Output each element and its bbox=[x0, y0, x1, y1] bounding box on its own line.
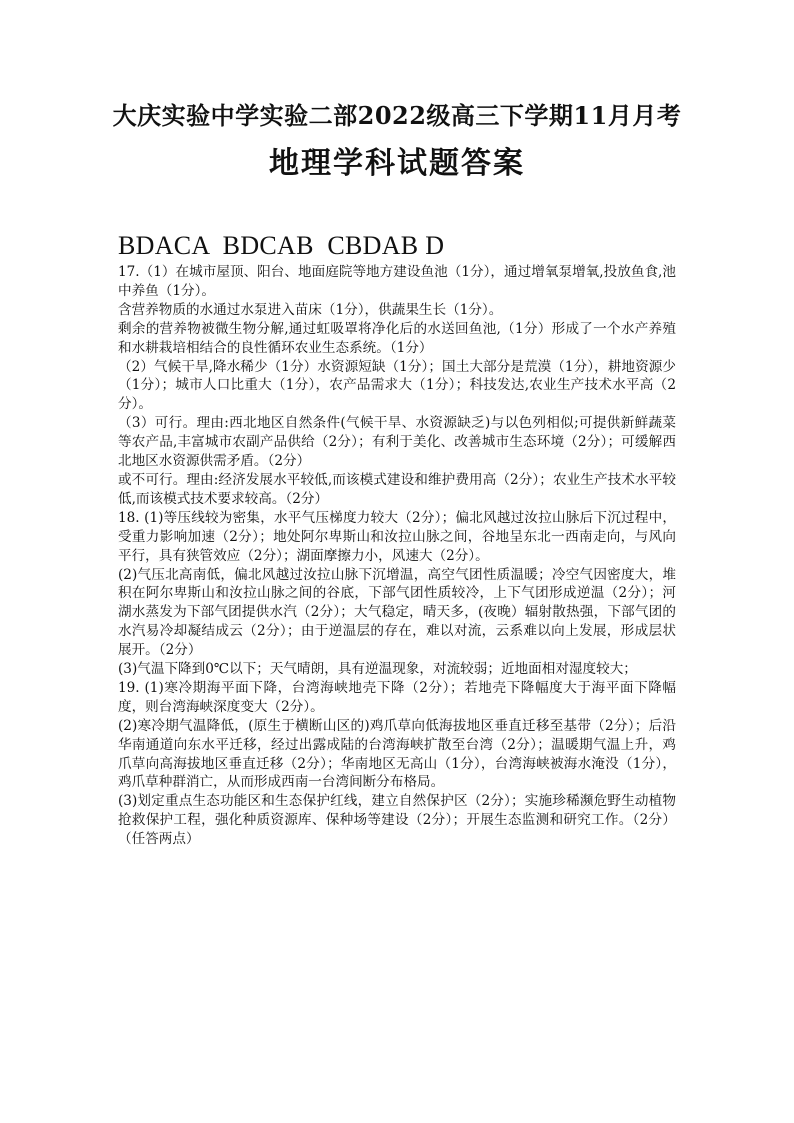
q17-part1-line2: 含营养物质的水通过水泵进入苗床（1分），供蔬果生长（1分）。 bbox=[118, 301, 503, 318]
document-title: 大庆实验中学实验二部2022级高三下学期11月月考 bbox=[112, 101, 682, 130]
answer-body bbox=[118, 263, 676, 849]
q19-part2: (2)寒冷期气温降低，(原生于横断山区的)鸡爪草向低海拔地区垂直迁移至基带（2分）；后沿华南通道向东水平迁移，经过出露成陆的台湾海峡扩散至台湾（2分）；温暖期气温上升，鸡爪草向高海拔地区垂直迁移（2分）；华南地区无高山（1分），台湾海峡被海水淹没（1分），鸡爪草种群消亡，从而形成西南一台湾间断分布格局。 bbox=[118, 717, 676, 791]
q18-part3: (3)气温下降到0℃以下；天气晴朗，具有逆温现象，对流较弱；近地面相对湿度较大； bbox=[118, 661, 637, 678]
q17-part3-infeasible: 或不可行。理由:经济发展水平较低,而该模式建设和维护费用高（2分）；农业生产技术水平较低,而该模式技术要求较高。（2分） bbox=[118, 471, 676, 507]
q18-part1: 18. (1)等压线较为密集，水平气压梯度力较大（2分）；偏北风越过汝拉山脉后下沉过程中，受重力影响加速（2分）；地处阿尔卑斯山和汝拉山脉之间，谷地呈东北一西南走向，与风向平行，具有狭管效应（2分）；湖面摩擦力小，风速大（2分）。 bbox=[118, 509, 676, 564]
q18-part2: (2)气压北高南低，偏北风越过汝拉山脉下沉增温，高空气团性质温暖；冷空气因密度大，堆积在阿尔卑斯山和汝拉山脉之间的谷底，下部气团性质较冷，上下气团形成逆温（2分）；河湖水蒸发为下部气团提供水汽（2分）；大气稳定，晴天多，(夜晚）辐射散热强，下部气团的水汽易冷却凝结成云（2分）；由于逆温层的存在，难以对流，云系难以向上发展，形成层状展开。（2分） bbox=[118, 566, 676, 659]
q19-part1: 19. (1)寒冷期海平面下降，台湾海峡地壳下降（2分）；若地壳下降幅度大于海平面下降幅度，则台湾海峡深度变大（2分）。 bbox=[118, 679, 676, 715]
document-subtitle: 地理学科试题答案 bbox=[269, 146, 525, 181]
q19-part3: (3)划定重点生态功能区和生态保护红线，建立自然保护区（2分）；实施珍稀濒危野生动植物抢救保护工程，强化种质资源库、保种场等建设（2分）；开展生态监测和研究工作。（2分）（任答两点） bbox=[118, 793, 676, 848]
q17-part1-line1: 17.（1）在城市屋顶、阳台、地面庭院等地方建设鱼池（1分），通过增氧泵增氧,投放鱼食,池中养鱼（1分）。 bbox=[118, 264, 676, 299]
q17-part1-line3: 剩余的营养物被微生物分解,通过虹吸罩将净化后的水送回鱼池,（1分）形成了一个水产养殖和水耕栽培相结合的良性循环农业生态系统。（1分） bbox=[118, 320, 676, 356]
q17-part2: （2）气候干旱,降水稀少（1分）水资源短缺（1分）；国土大部分是荒漠（1分），耕地资源少（1分）；城市人口比重大（1分），农产品需求大（1分）；科技发达,农业生产技术水平高（2分）。 bbox=[118, 358, 676, 413]
q17-part3-feasible: （3）可行。理由:西北地区自然条件(气候干旱、水资源缺乏)与以色列相似;可提供新鲜蔬菜等农产品,丰富城市农副产品供给（2分）；有利于美化、改善城市生态环境（2分）；可缓解西北地区水资源供需矛盾。（2分） bbox=[118, 415, 676, 470]
multiple-choice-answers: BDACA BDCAB CBDAB D bbox=[118, 231, 445, 260]
